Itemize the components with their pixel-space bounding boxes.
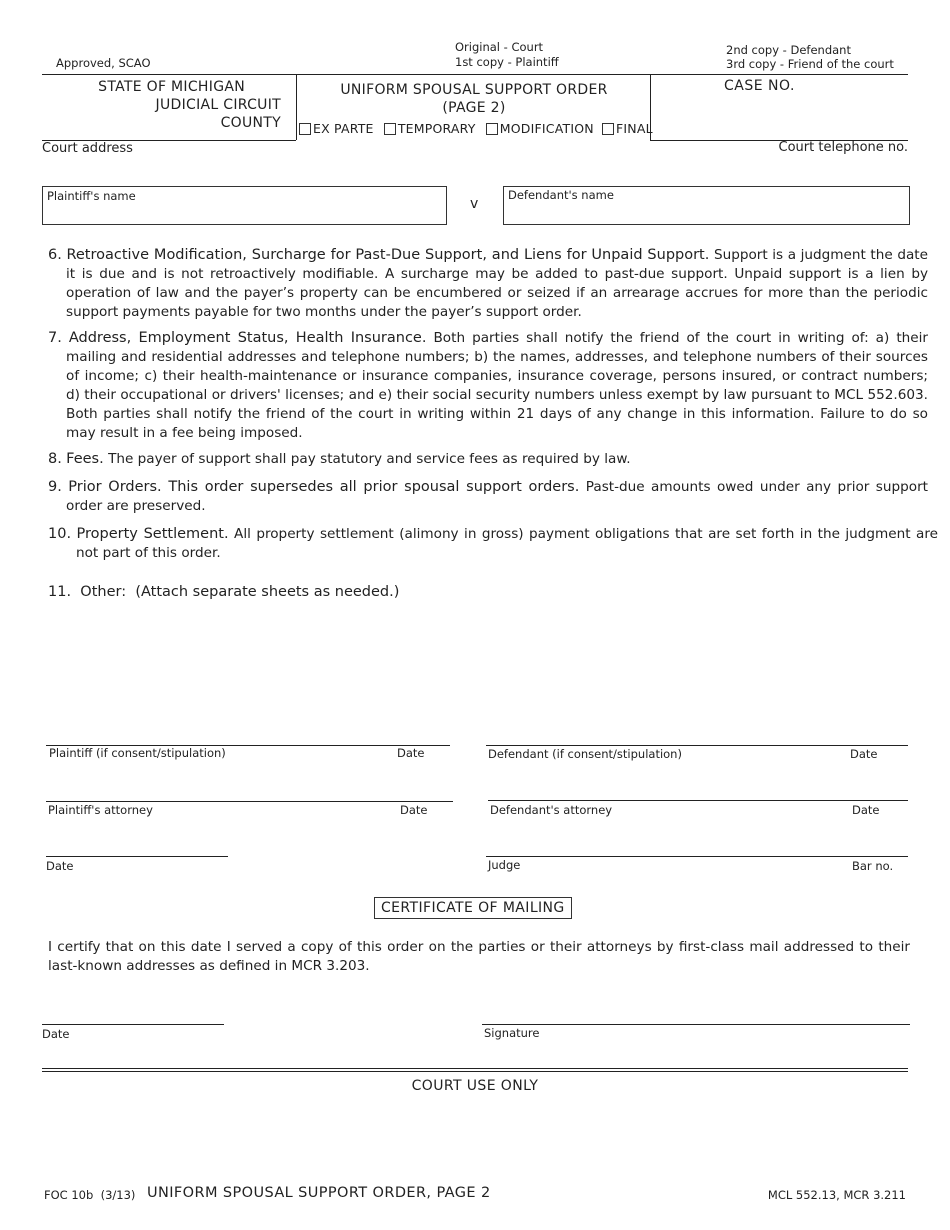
defendant-consent-label: Defendant (if consent/stipulation)	[488, 747, 682, 761]
defendant-attorney-date-label: Date	[852, 803, 880, 817]
approved-label: Approved, SCAO	[56, 56, 151, 70]
footer-form-name: UNIFORM SPOUSAL SUPPORT ORDER, PAGE 2	[147, 1185, 491, 1201]
temporary-option[interactable]: TEMPORARY	[384, 121, 476, 136]
section-6-number: 6.	[48, 247, 62, 263]
defendant-attorney-label: Defendant's attorney	[490, 803, 613, 817]
form-title: UNIFORM SPOUSAL SUPPORT ORDER	[340, 82, 608, 98]
copy-third-label: 3rd copy - Friend of the court	[726, 57, 894, 71]
section-9	[48, 478, 928, 516]
section-7-text: Both parties shall notify the friend of the court in writing of: a) their mailing and residential addresses and telephone numbers; b) the names, addresses, and telephone numbers of their sources of income; c) their health-maintenance or insurance companies, insurance coverage, persons insured, or contract numbers; d) their occupational or drivers' licenses; and e) their social security numbers unless exempt by law pursuant to MCL 552.603. Both parties shall notify the friend of the court in writing within 21 days of any change in this information. Failure to do so may result in a fee being imposed.	[66, 330, 928, 441]
court-use-rule-bottom	[42, 1071, 908, 1072]
order-type-options	[299, 121, 653, 136]
certificate-title: CERTIFICATE OF MAILING	[374, 897, 572, 919]
section-9-title: Prior Orders. This order supersedes all prior spousal support orders.	[68, 479, 580, 495]
plaintiff-consent-label: Plaintiff (if consent/stipulation)	[49, 746, 226, 760]
versus-label: v	[470, 196, 479, 212]
header-top-rule	[42, 74, 908, 75]
court-address-label: Court address	[42, 141, 133, 156]
judge-date-line[interactable]	[46, 856, 228, 857]
ex-parte-checkbox[interactable]	[299, 123, 311, 135]
plaintiff-attorney-date-label: Date	[400, 803, 428, 817]
final-option[interactable]: FINAL	[602, 121, 653, 136]
section-8	[48, 450, 928, 469]
section-9-number: 9.	[48, 479, 62, 495]
defendant-name-label: Defendant's name	[508, 188, 614, 202]
section-11	[48, 583, 910, 602]
section-8-title: Fees.	[66, 451, 104, 467]
footer-citation: MCL 552.13, MCR 3.211	[767, 1188, 906, 1202]
temporary-checkbox[interactable]	[384, 123, 396, 135]
court-phone-label: Court telephone no.	[778, 140, 908, 155]
judge-label: Judge	[488, 858, 521, 872]
section-7-title: Address, Employment Status, Health Insurance.	[68, 330, 427, 346]
case-no-label: CASE NO.	[724, 78, 795, 94]
state-label: STATE OF MICHIGAN	[98, 79, 245, 95]
certificate-date-line[interactable]	[42, 1024, 224, 1025]
plaintiff-name-field[interactable]	[42, 186, 447, 225]
modification-option[interactable]: MODIFICATION	[486, 121, 594, 136]
plaintiff-consent-date-label: Date	[397, 746, 425, 760]
court-use-only-label: COURT USE ONLY	[411, 1078, 539, 1094]
section-10	[48, 525, 938, 563]
section-7	[48, 329, 928, 443]
court-use-rule-top	[42, 1068, 908, 1069]
section-6-title: Retroactive Modification, Surcharge for Past-Due Support, and Liens for Unpaid Support.	[66, 247, 710, 263]
county-label: COUNTY	[220, 115, 281, 131]
section-8-text: The payer of support shall pay statutory and service fees as required by law.	[108, 451, 631, 467]
certificate-date-label: Date	[42, 1027, 70, 1041]
defendant-consent-date-label: Date	[850, 747, 878, 761]
judge-date-label: Date	[46, 859, 74, 873]
section-6-text: Support is a judgment the date it is due and is not retroactively modifiable. A surcharge may be added to past-due support. Unpaid support is a lien by operation of law and the payer’s property can be encumbered or seized if an arrearage accrues for more than the periodic support payments payable for two months under the payer’s support order.	[66, 247, 928, 320]
plaintiff-name-label: Plaintiff's name	[47, 189, 136, 203]
section-11-number: 11.	[48, 584, 72, 600]
judicial-circuit-label: JUDICIAL CIRCUIT	[155, 97, 281, 113]
ex-parte-option[interactable]: EX PARTE	[299, 121, 374, 136]
defendant-consent-line[interactable]	[486, 745, 908, 746]
section-8-number: 8.	[48, 451, 62, 467]
footer-form-code: FOC 10b (3/13)	[44, 1188, 136, 1202]
modification-checkbox[interactable]	[486, 123, 498, 135]
section-7-number: 7.	[48, 330, 62, 346]
form-subtitle: (PAGE 2)	[442, 100, 506, 116]
section-10-text: All property settlement (alimony in gross) payment obligations that are set forth in the judgment are not part of this order.	[76, 526, 938, 561]
judge-signature-line[interactable]	[486, 856, 908, 857]
other-text-area[interactable]	[46, 606, 910, 726]
section-11-title: Other:	[80, 584, 127, 600]
copy-original-label: Original - Court	[455, 40, 544, 54]
defendant-name-field[interactable]	[503, 186, 910, 225]
section-10-number: 10.	[48, 526, 72, 542]
bar-no-label: Bar no.	[852, 859, 894, 873]
copy-first-label: 1st copy - Plaintiff	[455, 55, 559, 69]
plaintiff-attorney-line[interactable]	[46, 801, 453, 802]
final-checkbox[interactable]	[602, 123, 614, 135]
certificate-signature-label: Signature	[484, 1026, 540, 1040]
section-10-title: Property Settlement.	[76, 526, 229, 542]
section-6	[48, 246, 928, 322]
section-11-text: (Attach separate sheets as needed.)	[135, 584, 400, 600]
section-9-text: Past-due amounts owed under any prior support order are preserved.	[66, 479, 928, 514]
certificate-text: I certify that on this date I served a copy of this order on the parties or their attorneys by first-class mail addressed to their last-known addresses as defined in MCR 3.203.	[48, 939, 910, 974]
certificate-signature-line[interactable]	[482, 1024, 910, 1025]
defendant-attorney-line[interactable]	[488, 800, 908, 801]
plaintiff-attorney-label: Plaintiff's attorney	[48, 803, 153, 817]
copy-second-label: 2nd copy - Defendant	[726, 43, 851, 57]
